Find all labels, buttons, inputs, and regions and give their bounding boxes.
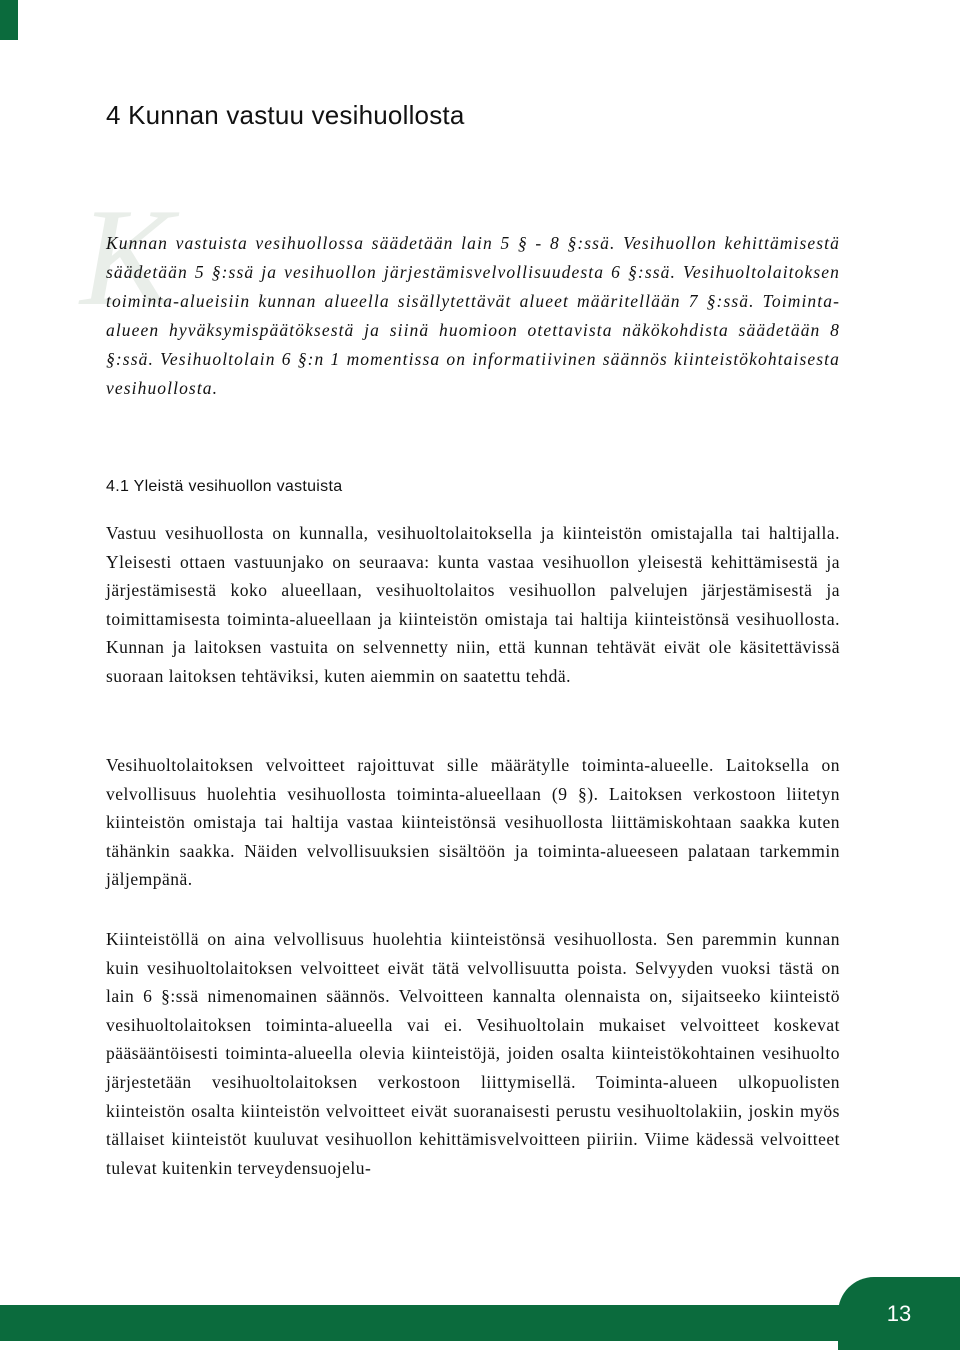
drop-cap-letter: K <box>80 180 174 335</box>
page-number: 13 <box>838 1277 960 1350</box>
chapter-title: 4 Kunnan vastuu vesihuollosta <box>106 100 465 130</box>
body-paragraph: Kiinteistöllä on aina velvollisuus huolehtia kiinteistönsä vesihuollosta. Sen paremmin kunnan kuin vesihuoltolaitoksen velvoitteet eivät tätä velvollisuutta poista. Selvyyden vuoksi tästä on lain 6 §:ssä nimenomainen säännös. Velvoitteen kannalta olennaista on, sijaitseeko kiinteistö vesihuoltolaitoksen toiminta-alueella vai ei. Vesihuoltolain mukaiset velvoitteet koskevat pääsääntöisesti toiminta-alueella olevia kiinteistöjä, joiden osalta kiinteistökohtainen vesihuolto järjestetään vesihuoltolaitoksen verkostoon liittymisellä. Toiminta-alueen ulkopuolisten kiinteistön osalta kiinteistön velvoitteet eivät suoranaisesti perustu vesihuoltolakiin, joskin myös tällaiset kiinteistöt kuuluvat vesihuollon kehittämisvelvoitteen piiriin. Viime kädessä velvoitteet tulevat kuitenkin terveydensuojelu- <box>106 929 840 1178</box>
section-heading: 4.1 Yleistä vesihuollon vastuista <box>106 478 343 495</box>
corner-marker <box>0 0 18 40</box>
chapter-intro: Kunnan vastuista vesihuollossa säädetään lain 5 § - 8 §:ssä. Vesihuollon kehittämisestä säädetään 5 §:ssä ja vesihuollon järjestämisvelvollisuudesta 6 §:ssä. Vesihuoltolaitoksen toiminta-alueisiin kunnan alueella sisällytettävät alueet määritellään 7 §:ssä. Toiminta-alueen hyväksymispäätöksestä ja siinä huomioon otettavista näkökohdista säädetään 8 §:ssä. Vesihuoltolain 6 §:n 1 momentissa on informatiivinen säännös kiinteistökohtaisesta vesihuollosta. <box>106 233 840 398</box>
footer-bar <box>0 1305 850 1341</box>
body-paragraph: Vastuu vesihuollosta on kunnalla, vesihuoltolaitoksella ja kiinteistön omistajalla tai haltijalla. Yleisesti ottaen vastuunjako on seuraava: kunta vastaa vesihuollon yleisestä kehittämisestä ja järjestämisestä koko alueellaan, vesihuoltolaitos vesihuollon palvelujen järjestämisestä ja toimittamisesta toiminta-alueellaan ja kiinteistön omistaja tai haltija kiinteistönsä vesihuollosta. Kunnan ja laitoksen vastuita on selvennetty niin, että kunnan tehtävät eivät ole käsitettävissä suoraan laitoksen tehtäviksi, kuten aiemmin on saatettu tehdä. <box>106 523 840 686</box>
body-paragraph: Vesihuoltolaitoksen velvoitteet rajoittuvat sille määrätylle toiminta-alueelle. Laitoksella on velvollisuus huolehtia vesihuollosta toiminta-alueellaan (9 §). Laitoksen verkostoon liitetyn kiinteistön omistaja tai haltija vastaa kiinteistönsä vesihuollosta liittämiskohtaan saakka kuten tähänkin saakka. Näiden velvollisuuksien sisältöön ja toiminta-alueeseen palataan tarkemmin jäljempänä. <box>106 755 840 890</box>
